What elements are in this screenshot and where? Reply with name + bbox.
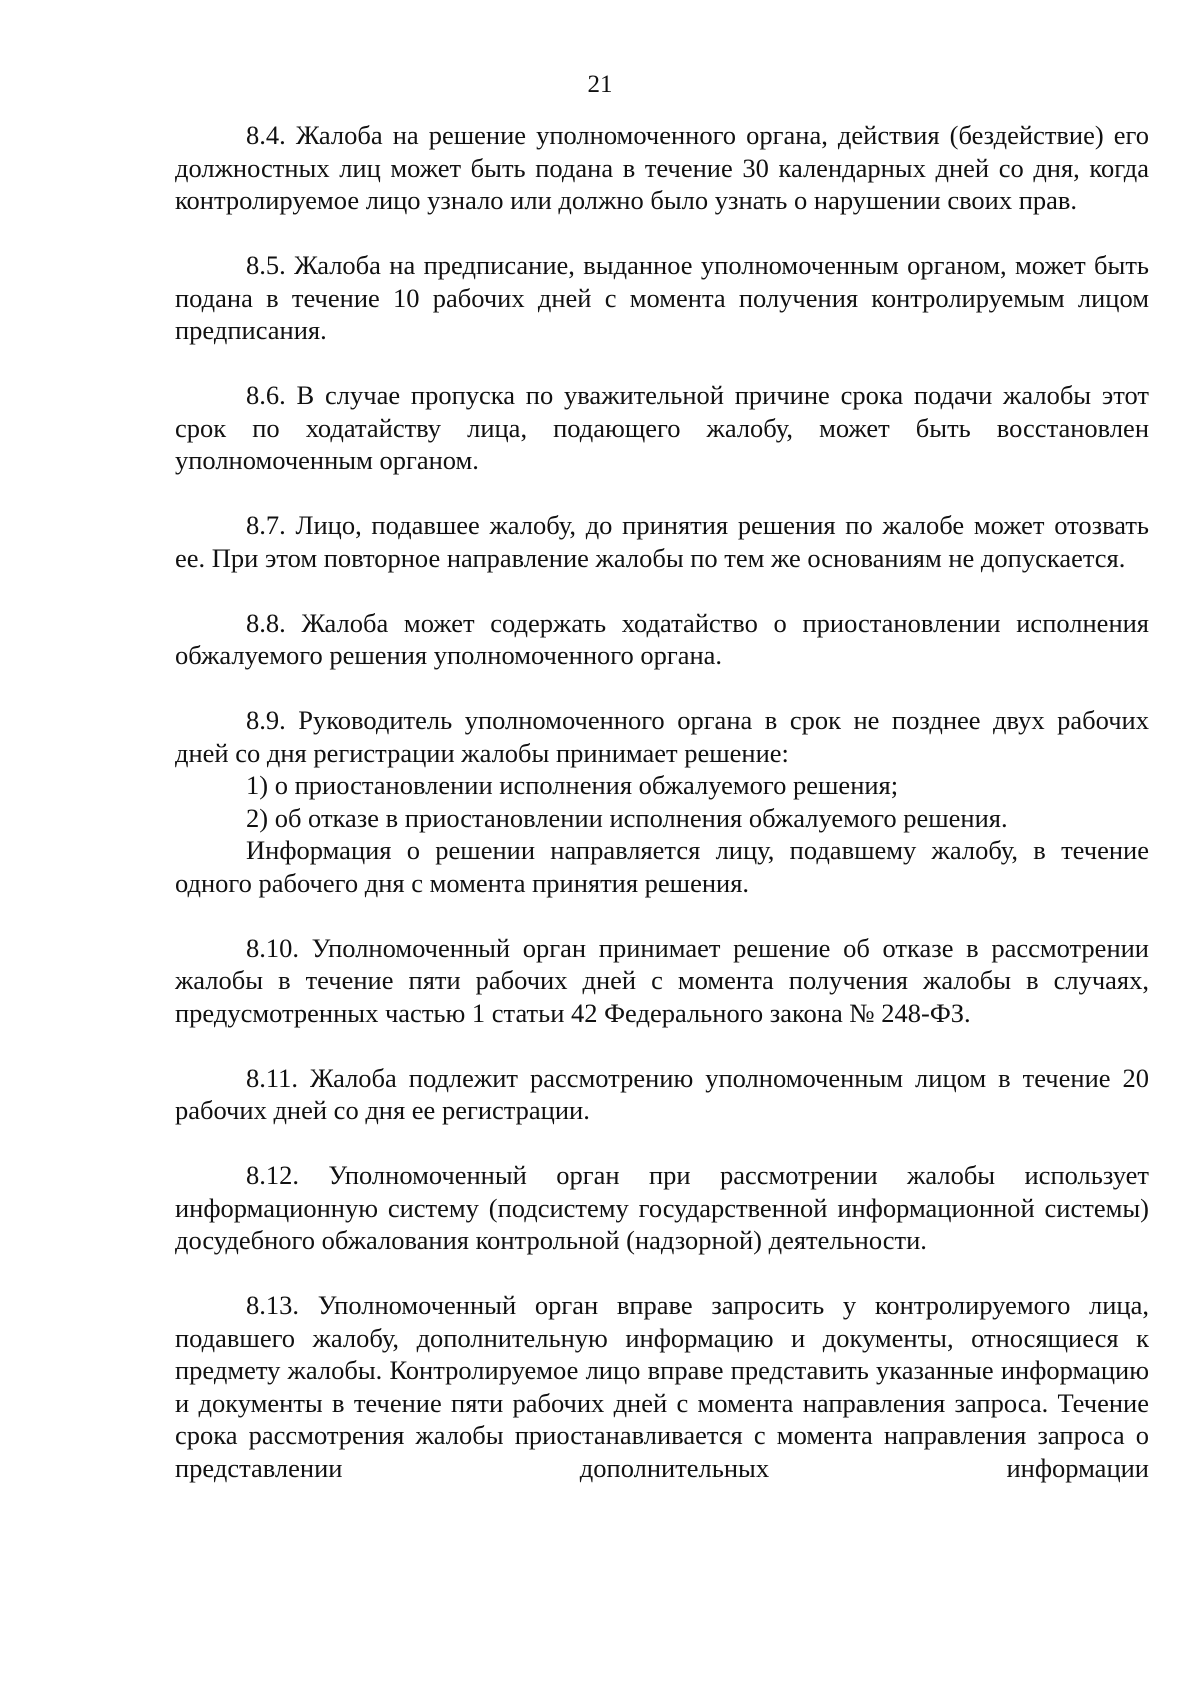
paragraph-8-5: 8.5. Жалоба на предписание, выданное уполномоченным органом, может быть подана в течение 10 рабочих дней с момента получения контролируемым лицом предписания.	[175, 250, 1149, 345]
paragraph-8-8: 8.8. Жалоба может содержать ходатайство о приостановлении исполнения обжалуемого решения уполномоченного органа.	[175, 607, 1149, 670]
page-number: 21	[587, 71, 613, 98]
paragraph-8-4: 8.4. Жалоба на решение уполномоченного органа, действия (бездействие) его должностных лиц может быть подана в течение 30 календарных дней со дня, когда контролируемое лицо узнало или должно было узнать о нарушении своих прав.	[175, 120, 1149, 215]
paragraph-8-9-note: Информация о решении направляется лицу, подавшему жалобу, в течение одного рабочего дня с момента принятия решения.	[175, 835, 1149, 898]
document-body	[175, 119, 1149, 1484]
paragraph-8-7: 8.7. Лицо, подавшее жалобу, до принятия решения по жалобе может отозвать ее. При этом повторное направление жалобы по тем же основаниям не допускается.	[175, 510, 1149, 573]
list-item-8-9-1: 1) о приостановлении исполнения обжалуемого решения;	[246, 770, 899, 800]
paragraph-8-10: 8.10. Уполномоченный орган принимает решение об отказе в рассмотрении жалобы в течение пяти рабочих дней с момента получения жалобы в случаях, предусмотренных частью 1 статьи 42 Федерального закона № 248-ФЗ.	[175, 932, 1149, 1028]
paragraph-8-12: 8.12. Уполномоченный орган при рассмотрении жалобы использует информационную систему (подсистему государственной информационной системы) досудебного обжалования контрольной (надзорной) деятельности.	[175, 1160, 1149, 1255]
paragraph-8-13: 8.13. Уполномоченный орган вправе запросить у контролируемого лица, подавшего жалобу, дополнительную информацию и документы, относящиеся к предмету жалобы. Контролируемое лицо вправе представить указанные информацию и документы в течение пяти рабочих дней с момента направления запроса. Течение срока рассмотрения жалобы приостанавливается с момента направления запроса о представлении дополнительных информации	[175, 1290, 1149, 1483]
paragraph-8-6: 8.6. В случае пропуска по уважительной причине срока подачи жалобы этот срок по ходатайству лица, подающего жалобу, может быть восстановлен уполномоченным органом.	[175, 380, 1149, 475]
list-item-8-9-2: 2) об отказе в приостановлении исполнения обжалуемого решения.	[246, 802, 1008, 833]
paragraph-8-9: 8.9. Руководитель уполномоченного органа в срок не позднее двух рабочих дней со дня регистрации жалобы принимает решение:	[175, 705, 1149, 768]
paragraph-8-11: 8.11. Жалоба подлежит рассмотрению уполномоченным лицом в течение 20 рабочих дней со дня ее регистрации.	[175, 1062, 1149, 1125]
